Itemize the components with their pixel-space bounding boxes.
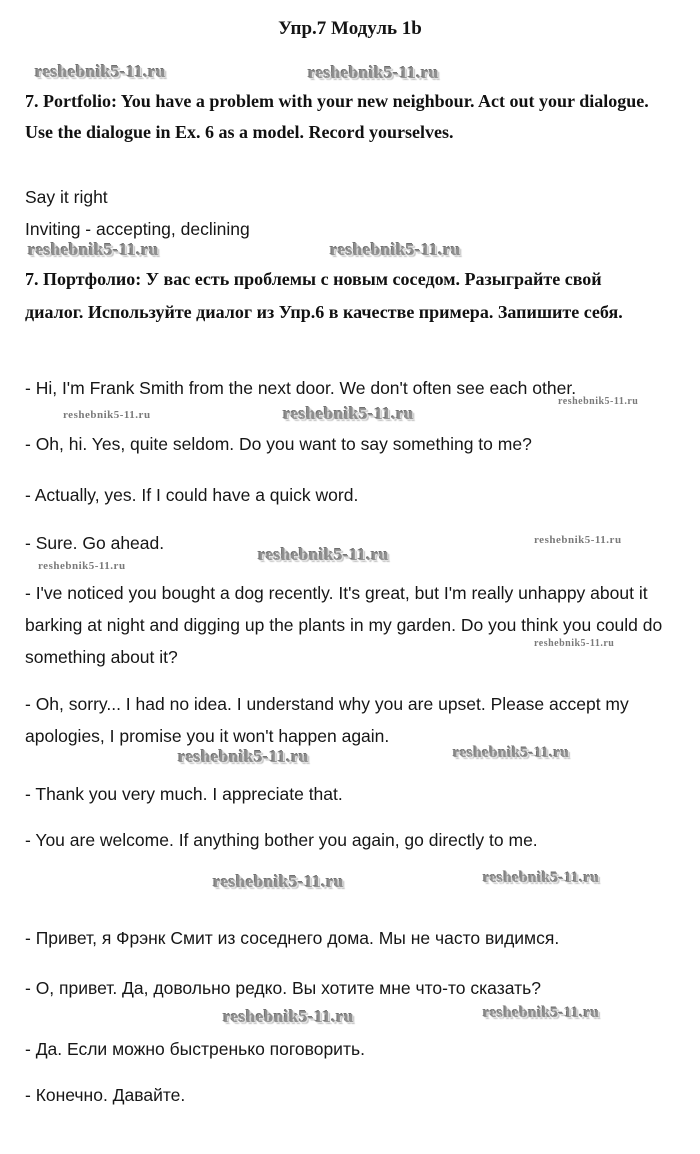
watermark: reshebnik5-11.ru xyxy=(178,747,309,766)
dialogue-line-ru: - Конечно. Давайте. xyxy=(25,1085,186,1105)
page-title: Упр.7 Модуль 1b xyxy=(278,18,422,39)
watermark: reshebnik5-11.ru xyxy=(223,1007,354,1026)
watermark: reshebnik5-11.ru xyxy=(63,409,151,421)
watermark: reshebnik5-11.ru xyxy=(534,638,615,649)
inviting-label: Inviting - accepting, declining xyxy=(25,219,250,239)
dialogue-line-en: - I've noticed you bought a dog recently. It's great, but I'm really unhappy about it barking at night and digging up the plants in my garden. Do you think you could do something about it? xyxy=(25,583,663,667)
watermark: reshebnik5-11.ru xyxy=(35,62,166,81)
watermark: reshebnik5-11.ru xyxy=(213,872,344,891)
dialogue-line-ru: - Привет, я Фрэнк Смит из соседнего дома. Мы не часто видимся. xyxy=(25,928,560,948)
dialogue-line-en: - Oh, sorry... I had no idea. I understand why you are upset. Please accept my apologies, I promise you it won't happen again. xyxy=(25,694,629,746)
watermark: reshebnik5-11.ru xyxy=(283,404,414,423)
task-heading-ru: 7. Портфолио: У вас есть проблемы с новым соседом. Разыграйте свой диалог. Используйте диалог из Упр.6 в качестве примера. Запишите себя. xyxy=(25,269,623,322)
watermark: reshebnik5-11.ru xyxy=(453,745,570,761)
watermark: reshebnik5-11.ru xyxy=(308,63,439,82)
dialogue-line-en: - Oh, hi. Yes, quite seldom. Do you want to say something to me? xyxy=(25,434,532,454)
watermark: reshebnik5-11.ru xyxy=(483,870,600,886)
watermark: reshebnik5-11.ru xyxy=(483,1005,600,1021)
dialogue-line-en: - Actually, yes. If I could have a quick word. xyxy=(25,485,359,505)
dialogue-line-ru: - Да. Если можно быстренько поговорить. xyxy=(25,1039,365,1059)
dialogue-line-en: - Thank you very much. I appreciate that. xyxy=(25,784,343,804)
dialogue-line-en: - Hi, I'm Frank Smith from the next door. We don't often see each other. xyxy=(25,378,577,398)
watermark: reshebnik5-11.ru xyxy=(534,534,622,546)
dialogue-line-ru: - О, привет. Да, довольно редко. Вы хотите мне что-то сказать? xyxy=(25,978,541,998)
watermark: reshebnik5-11.ru xyxy=(258,545,389,564)
watermark: reshebnik5-11.ru xyxy=(330,240,461,259)
say-it-right-label: Say it right xyxy=(25,187,108,207)
watermark: reshebnik5-11.ru xyxy=(558,396,639,407)
watermark: reshebnik5-11.ru xyxy=(28,240,159,259)
dialogue-line-en: - You are welcome. If anything bother you again, go directly to me. xyxy=(25,830,538,850)
dialogue-line-en: - Sure. Go ahead. xyxy=(25,533,165,553)
watermark: reshebnik5-11.ru xyxy=(38,560,126,572)
task-heading-en: 7. Portfolio: You have a problem with your new neighbour. Act out your dialogue. Use the dialogue in Ex. 6 as a model. Record yourselves. xyxy=(25,91,649,142)
